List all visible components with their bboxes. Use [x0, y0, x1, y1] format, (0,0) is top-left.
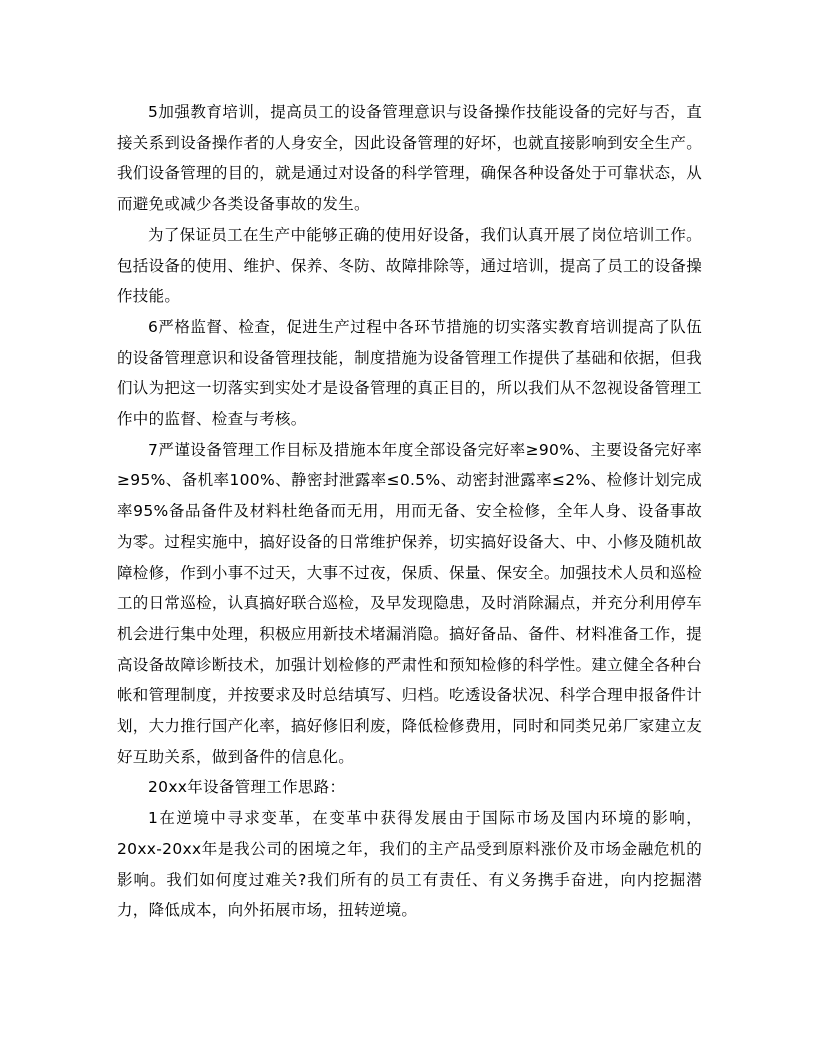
paragraph-supervision-inspection: 6严格监督、检查，促进生产过程中各环节措施的切实落实教育培训提高了队伍的设备管理意识和设备管理技能，制度措施为设备管理工作提供了基础和依据，但我们认为把这一切落实到实处才是设备管理的真正目的，所以我们从不忽视设备管理工作中的监督、检查与考核。 [117, 317, 702, 429]
paragraph-management-targets: 7严谨设备管理工作目标及措施本年度全部设备完好率≥90%、主要设备完好率≥95%、备机率100%、静密封泄露率≤0.5%、动密封泄露率≤2%、检修计划完成率95%备品备件及材料杜绝备而无用，用而无备、安全检修，全年人身、设备事故为零。过程实施中，搞好设备的日常维护保养，切实搞好设备大、中、小修及随机故障检修，作到小事不过天，大事不过夜，保质、保量、保安全。加强技术人员和巡检工的日常巡检，认真搞好联合巡检，及早发现隐患，及时消除漏点，并充分利用停车机会进行集中处理，积极应用新技术堵漏消隐。搞好备品、备件、材料准备工作，提高设备故障诊断技术，加强计划检修的严肃性和预知检修的科学性。建立健全各种台帐和管理制度，并按要求及时总结填写、归档。吃透设备状况、科学合理申报备件计划，大力推行国产化率，搞好修旧利废，降低检修费用，同时和同类兄弟厂家建立友好互助关系，做到备件的信息化。 [117, 440, 702, 766]
paragraph-seek-change: 1在逆境中寻求变革，在变革中获得发展由于国际市场及国内环境的影响，20xx-20xx年是我公司的困境之年，我们的主产品受到原料涨价及市场金融危机的影响。我们如何度过难关?我们所有的员工有责任、有义务携手奋进，向内挖掘潜力，降低成本，向外拓展市场，扭转逆境。 [117, 809, 702, 920]
paragraph-section-heading: 20xx年设备管理工作思路： [148, 778, 346, 797]
document-body [117, 97, 702, 926]
paragraph-education-training: 5加强教育培训，提高员工的设备管理意识与设备操作技能设备的完好与否，直接关系到设备操作者的人身安全，因此设备管理的好坏，也就直接影响到安全生产。我们设备管理的目的，就是通过对设备的科学管理，确保各种设备处于可靠状态，从而避免或减少各类设备事故的发生。 [117, 103, 702, 214]
paragraph-post-training: 为了保证员工在生产中能够正确的使用好设备，我们认真开展了岗位培训工作。包括设备的使用、维护、保养、冬防、故障排除等，通过培训，提高了员工的设备操作技能。 [117, 225, 702, 306]
